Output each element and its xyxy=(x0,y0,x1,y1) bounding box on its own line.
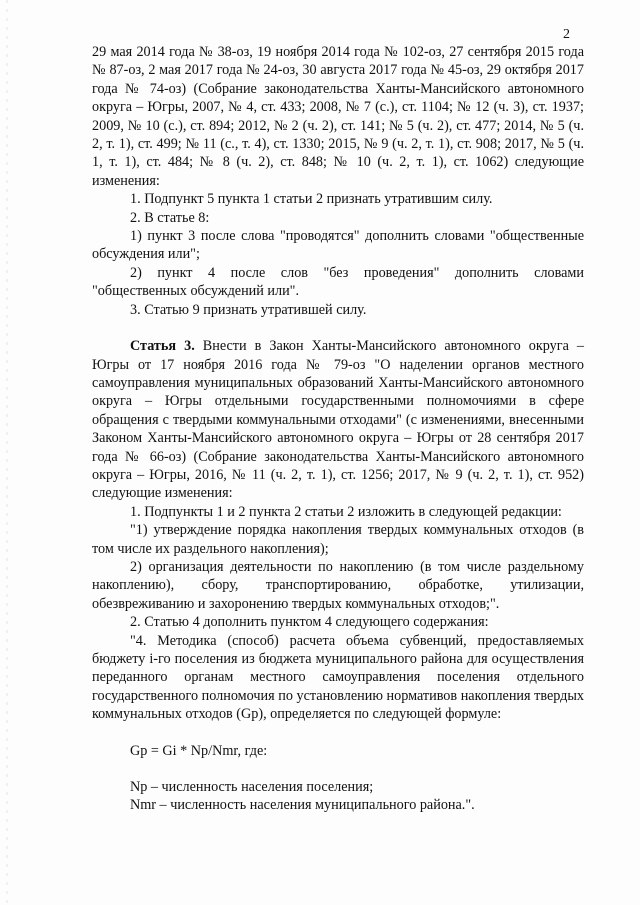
article-3-title: Статья 3. xyxy=(130,338,195,355)
paragraph-subitem-2: 2) пункт 4 после слов "без проведения" дополнить словами "общественных обсуждений или". xyxy=(92,264,584,300)
article-3-paragraph xyxy=(92,337,584,503)
page-number: 2 xyxy=(563,27,570,42)
document-body xyxy=(92,43,584,815)
definition-np: Np – численность населения поселения; xyxy=(130,779,374,796)
scan-margin-artifact xyxy=(6,0,8,905)
paragraph-subitem-1: 1) пункт 3 после слова "проводятся" дополнить словами "общественные обсуждения или"; xyxy=(92,228,584,263)
paragraph-art3-methodology: "4. Методика (способ) расчета объема субвенций, предоставляемых бюджету i-го поселения из бюджета муниципального района для осуществления переданного органам местного самоуправления поселения отдельного государственного полномочия по установлению нормативов накопления твердых коммунальных отходов (Gp), определяется по следующей формуле: xyxy=(92,632,584,723)
definition-nmr: Nmr – численность населения муниципального района.". xyxy=(130,797,475,814)
paragraph-art3-quote-2: 2) организация деятельности по накоплению (в том числе раздельному накоплению), сбору, транспортированию, обработке, утилизации, обезвреживанию и захоронению твердых коммунальных отходов;". xyxy=(92,558,584,612)
paragraph-art3-item-2: 2. Статью 4 дополнить пунктом 4 следующего содержания: xyxy=(130,614,489,631)
paragraph-art3-quote-1: "1) утверждение порядка накопления твердых коммунальных отходов (в том числе их раздельного накопления); xyxy=(92,522,584,557)
paragraph-item-2: 2. В статье 8: xyxy=(130,209,210,226)
formula: Gp = Gi * Np/Nmr, где: xyxy=(130,742,268,759)
paragraph-item-3: 3. Статью 9 признать утратившей силу. xyxy=(130,301,367,318)
article-3-text: Внести в Закон Ханты-Мансийского автономного округа – Югры от 17 ноября 2016 года № 79-оз "О наделении органов местного самоуправления муниципальных образований Ханты-Мансийского автономного округа – Югры отдельными государственными полномочиями в сфере обращения с твердыми коммунальными отходами" (с изменениями, внесенными Законом Ханты-Мансийского автономного округа – Югры от 28 сентября 2017 года № 66-оз) (Собрание законодательства Ханты-Мансийского автономного округа – Югры, 2016, № 11 (ч. 2, т. 1), ст. 1256; 2017, № 9 (ч. 2, т. 1), ст. 952) следующие изменения: xyxy=(92,338,584,502)
spacer xyxy=(92,760,584,778)
paragraph-item-1: 1. Подпункт 5 пункта 1 статьи 2 признать утратившим силу. xyxy=(130,191,493,208)
spacer xyxy=(92,724,584,742)
paragraph-art3-item-1: 1. Подпункты 1 и 2 пункта 2 статьи 2 изложить в следующей редакции: xyxy=(130,503,562,520)
paragraph-amendment-sources: 29 мая 2014 года № 38-оз, 19 ноября 2014 года № 102-оз, 27 сентября 2015 года № 87-оз, 2 мая 2017 года № 24-оз, 30 августа 2017 года № 45-оз, 29 октября 2017 года № 74-оз) (Собрание законодательства Ханты-Мансийского автономного округа – Югры, 2007, № 4, ст. 433; 2008, № 7 (с.), ст. 1104; № 12 (ч. 3), ст. 1937; 2009, № 10 (с.), ст. 894; 2012, № 2 (ч. 2), ст. 141; № 5 (ч. 2), ст. 477; 2014, № 5 (ч. 2, т. 1), ст. 499; № 11 (с., т. 4), ст. 1330; 2015, № 9 (ч. 2, т. 1), ст. 908; 2017, № 5 (ч. 1, т. 1), ст. 484; № 8 (ч. 2), ст. 848; № 10 (ч. 2, т. 1), ст. 1062) следующие изменения: xyxy=(92,44,584,189)
spacer xyxy=(92,319,584,337)
